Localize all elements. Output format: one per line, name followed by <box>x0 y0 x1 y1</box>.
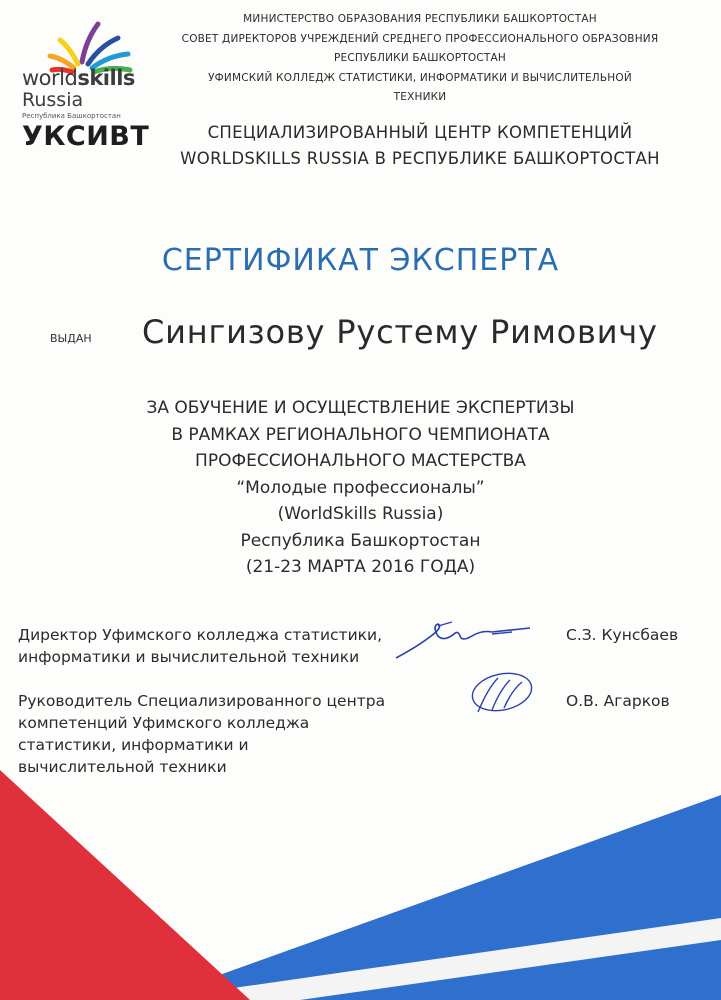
signatory-1-position <box>18 624 382 668</box>
reason-line: “Молодые профессионалы” <box>236 477 485 498</box>
recipient-name: Сингизову Рустему Римовичу <box>142 313 658 351</box>
reason-line: Республика Башкортостан <box>240 530 481 551</box>
issued-label: ВЫДАН <box>50 332 92 345</box>
college-abbreviation: УКСИВТ <box>22 121 150 152</box>
logo-region: Республика Башкортостан <box>22 112 121 120</box>
competence-center-title <box>160 120 680 172</box>
center-line: WORLDSKILLS RUSSIA В РЕСПУБЛИКЕ БАШКОРТОСТАН <box>180 149 660 168</box>
signatory-1-name: С.З. Кунсбаев <box>566 626 679 644</box>
signatory-2-name: О.В. Агарков <box>566 692 670 710</box>
logo-skills: skills <box>77 66 135 90</box>
position-line: информатики и вычислительной техники <box>18 648 360 666</box>
reason-line: ПРОФЕССИОНАЛЬНОГО МАСТЕРСТВА <box>195 451 526 471</box>
reason-line: ЗА ОБУЧЕНИЕ И ОСУЩЕСТВЛЕНИЕ ЭКСПЕРТИЗЫ <box>146 398 575 418</box>
position-line: Директор Уфимского колледжа статистики, <box>18 626 383 644</box>
header-line: РЕСПУБЛИКИ БАШКОРТОСТАН <box>334 52 506 64</box>
position-line: вычислительной техники <box>18 758 227 776</box>
signature-1 <box>392 612 532 664</box>
award-reason <box>0 395 721 581</box>
logo-russia: Russia <box>22 89 84 111</box>
reason-line: (21-23 МАРТА 2016 ГОДА) <box>245 557 476 577</box>
position-line: Руководитель Специализированного центра <box>18 692 386 710</box>
position-line: статистики, информатики и <box>18 736 249 754</box>
signature-2 <box>464 668 542 720</box>
issuing-organizations-header <box>165 10 675 108</box>
logo-world: world <box>22 66 78 90</box>
center-line: СПЕЦИАЛИЗИРОВАННЫЙ ЦЕНТР КОМПЕТЕНЦИЙ <box>207 123 633 142</box>
position-line: компетенций Уфимского колледжа <box>18 714 310 732</box>
red-triangle <box>0 770 250 1000</box>
reason-line: В РАМКАХ РЕГИОНАЛЬНОГО ЧЕМПИОНАТА <box>171 424 550 445</box>
logo-worldskills-wordmark <box>22 66 135 90</box>
header-line: СОВЕТ ДИРЕКТОРОВ УЧРЕЖДЕНИЙ СРЕДНЕГО ПРОФЕССИОНАЛЬНОГО ОБРАЗОВНИЯ <box>181 32 659 45</box>
header-line: УФИМСКИЙ КОЛЛЕДЖ СТАТИСТИКИ, ИНФОРМАТИКИ И ВЫЧИСЛИТЕЛЬНОЙ <box>208 71 632 84</box>
certificate-title: СЕРТИФИКАТ ЭКСПЕРТА <box>161 243 560 278</box>
reason-line: (WorldSkills Russia) <box>277 504 444 524</box>
signatory-2-position <box>18 690 385 778</box>
header-line: МИНИСТЕРСТВО ОБРАЗОВАНИЯ РЕСПУБЛИКИ БАШКОРТОСТАН <box>243 13 597 25</box>
header-line: ТЕХНИКИ <box>393 91 447 103</box>
